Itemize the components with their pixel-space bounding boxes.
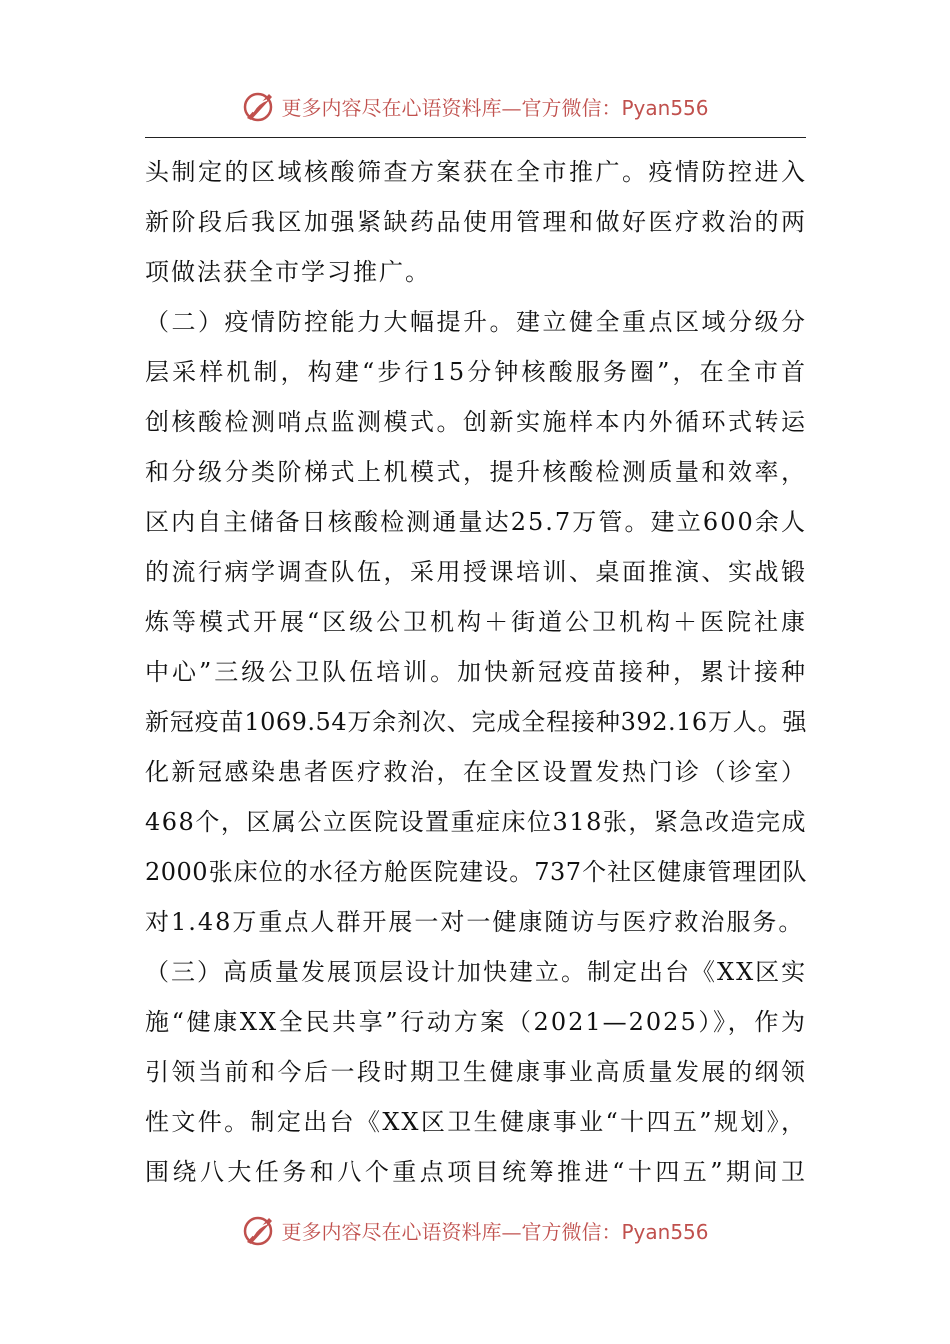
footer-banner xyxy=(0,1210,950,1250)
text-line: 头制定的区域核酸筛查方案获在全市推广。疫情防控进入 xyxy=(145,158,807,186)
text-line: 中心”三级公卫队伍培训。加快新冠疫苗接种，累计接种 xyxy=(145,658,807,686)
text-line: 引领当前和今后一段时期卫生健康事业高质量发展的纲领 xyxy=(145,1058,807,1086)
text-line: 创核酸检测哨点监测模式。创新实施样本内外循环式转运 xyxy=(145,408,807,436)
text-line: 炼等模式开展“区级公卫机构＋街道公卫机构＋医院社康 xyxy=(145,608,807,636)
footer-banner-text xyxy=(281,1216,708,1245)
header-banner xyxy=(0,86,950,126)
text-line: （三）高质量发展顶层设计加快建立。制定出台《XX区实 xyxy=(145,958,808,986)
text-line: 新阶段后我区加强紧缺药品使用管理和做好医疗救治的两 xyxy=(145,208,807,236)
header-banner-handle: Pyan556 xyxy=(621,95,709,120)
text-line: 围绕八大任务和八个重点项目统筹推进“十四五”期间卫 xyxy=(145,1158,807,1186)
text-line: 项做法获全市学习推广。 xyxy=(145,258,431,286)
text-line: 新冠疫苗1069.54万余剂次、完成全程接种392.16万人。强 xyxy=(145,708,807,736)
header-divider xyxy=(145,137,806,138)
header-banner-text xyxy=(281,92,708,121)
footer-banner-handle: Pyan556 xyxy=(621,1219,709,1244)
text-line: 层采样机制，构建“步行15分钟核酸服务圈”，在全市首 xyxy=(145,358,807,386)
text-line: 对1.48万重点人群开展一对一健康随访与医疗救治服务。 xyxy=(145,908,805,936)
text-line: 施“健康XX全民共享”行动方案（2021—2025）》，作为 xyxy=(145,1008,807,1036)
text-line: 2000张床位的水径方舱医院建设。737个社区健康管理团队 xyxy=(145,858,807,886)
pen-logo-icon xyxy=(241,88,277,124)
text-line: 化新冠感染患者医疗救治，在全区设置发热门诊（诊室） xyxy=(145,758,807,786)
text-line: 468个，区属公立医院设置重症床位318张，紧急改造完成 xyxy=(145,808,807,836)
header-banner-label: 更多内容尽在心语资料库—官方微信： xyxy=(281,95,622,120)
footer-banner-label: 更多内容尽在心语资料库—官方微信： xyxy=(281,1219,622,1244)
text-line: 区内自主储备日核酸检测通量达25.7万管。建立600余人 xyxy=(145,508,807,536)
document-body xyxy=(145,147,807,1197)
text-line: 的流行病学调查队伍，采用授课培训、桌面推演、实战锻 xyxy=(145,558,807,586)
text-line: （二）疫情防控能力大幅提升。建立健全重点区域分级分 xyxy=(145,308,807,336)
text-line: 和分级分类阶梯式上机模式，提升核酸检测质量和效率， xyxy=(145,458,807,486)
text-line: 性文件。制定出台《XX区卫生健康事业“十四五”规划》， xyxy=(145,1108,807,1136)
pen-logo-icon xyxy=(241,1212,277,1248)
